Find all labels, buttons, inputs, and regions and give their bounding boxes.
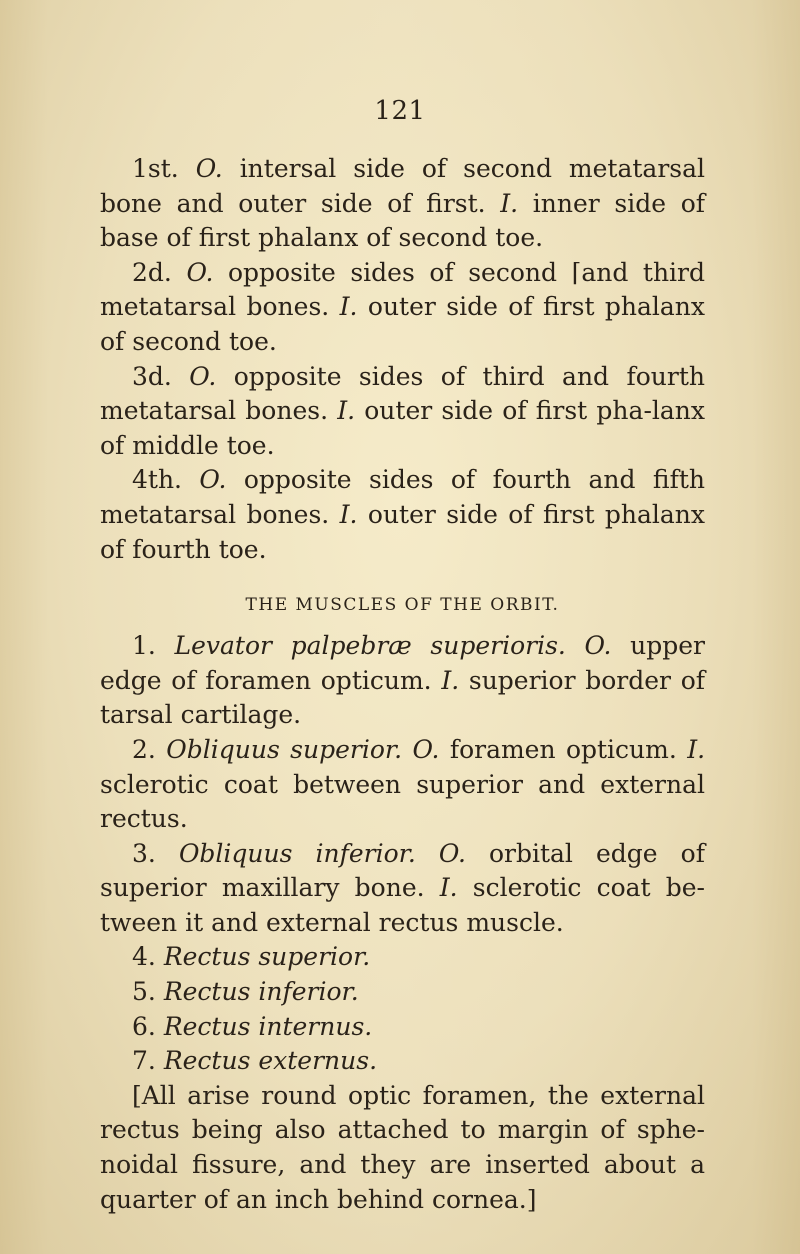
paragraph-number: 2d. — [132, 257, 172, 287]
insertion-marker: I. — [337, 396, 356, 426]
paragraph-4th — [100, 463, 705, 567]
origin-marker: O. — [189, 361, 217, 391]
origin-marker: O. — [186, 257, 214, 287]
muscle-entry — [100, 975, 705, 1010]
muscle-number: 2. — [132, 734, 156, 764]
muscle-number: 1. — [132, 631, 156, 661]
paragraph-number: 3d. — [132, 361, 172, 391]
bracketed-note: [All arise round optic foramen, the external rectus being also attached to margin of sphe-noidal fissure, and they are inserted about a quarter of an inch behind cornea.] — [100, 1080, 705, 1214]
muscle-name: Obliquus inferior. — [178, 838, 416, 868]
muscle-entry — [100, 629, 705, 733]
paragraph-number: 4th. — [132, 465, 182, 495]
origin-marker: O. — [584, 631, 612, 661]
origin-marker: O. — [199, 465, 227, 495]
muscle-number: 4. — [132, 942, 156, 972]
muscle-number: 6. — [132, 1011, 156, 1041]
origin-text: upper edge of foramen opticum. — [100, 631, 705, 695]
origin-text: opposite sides of third and fourth metatarsal bones. — [100, 361, 705, 426]
insertion-text: inner side of base of first phalanx of second toe. — [100, 188, 706, 253]
origin-marker: O. — [195, 154, 223, 183]
origin-marker: O. — [412, 734, 440, 764]
muscle-entry — [100, 733, 705, 837]
section-heading: THE MUSCLES OF THE ORBIT. — [245, 595, 560, 616]
origin-text: orbital edge of superior maxillary bone. — [100, 838, 705, 903]
origin-text: foramen opticum. — [449, 734, 677, 764]
insertion-text: sclerotic coat between superior and external rectus. — [100, 769, 705, 834]
insertion-text: superior border of tarsal cartilage. — [100, 665, 705, 730]
insertion-marker: I. — [687, 734, 706, 764]
muscle-entry — [100, 1044, 705, 1079]
insertion-marker: I. — [339, 292, 358, 322]
insertion-text: sclerotic coat be-tween it and external rectus muscle. — [100, 873, 705, 937]
muscle-entry — [100, 940, 705, 975]
origin-text: opposite sides of second ⌈and third metatarsal bones. — [100, 257, 706, 322]
muscle-entry — [100, 1010, 705, 1045]
paragraph-number: 1st. — [132, 154, 179, 183]
paragraph-1st — [100, 152, 705, 256]
muscle-number: 5. — [132, 977, 156, 1007]
origin-marker: O. — [438, 838, 466, 868]
page-number: 121 — [374, 96, 426, 126]
page-body — [100, 152, 705, 1217]
insertion-marker: I. — [339, 499, 358, 529]
muscle-name: Rectus superior. — [163, 942, 371, 972]
muscle-name: Levator palpebræ superioris. — [174, 631, 566, 661]
muscle-name: Rectus inferior. — [163, 977, 359, 1007]
muscle-name: Rectus internus. — [163, 1011, 373, 1041]
insertion-text: outer side of first pha-lanx of middle toe. — [100, 396, 705, 460]
insertion-text: outer side of first phalanx of second toe. — [100, 292, 706, 356]
muscle-number: 3. — [132, 838, 156, 868]
insertion-marker: I. — [439, 873, 458, 903]
insertion-marker: I. — [441, 665, 460, 695]
insertion-marker: I. — [500, 188, 519, 218]
insertion-text: outer side of first phalanx of fourth toe. — [100, 499, 706, 564]
muscle-name: Rectus externus. — [163, 1046, 378, 1076]
muscle-name: Obliquus superior. — [166, 734, 403, 764]
paragraph-2d — [100, 256, 705, 360]
origin-text: opposite sides of fourth and fifth metatarsal bones. — [100, 465, 706, 529]
paragraph-3d — [100, 360, 705, 464]
origin-text: intersal side of second metatarsal bone and outer side of first. — [100, 154, 706, 218]
muscle-entry — [100, 837, 705, 941]
muscle-number: 7. — [132, 1046, 156, 1076]
